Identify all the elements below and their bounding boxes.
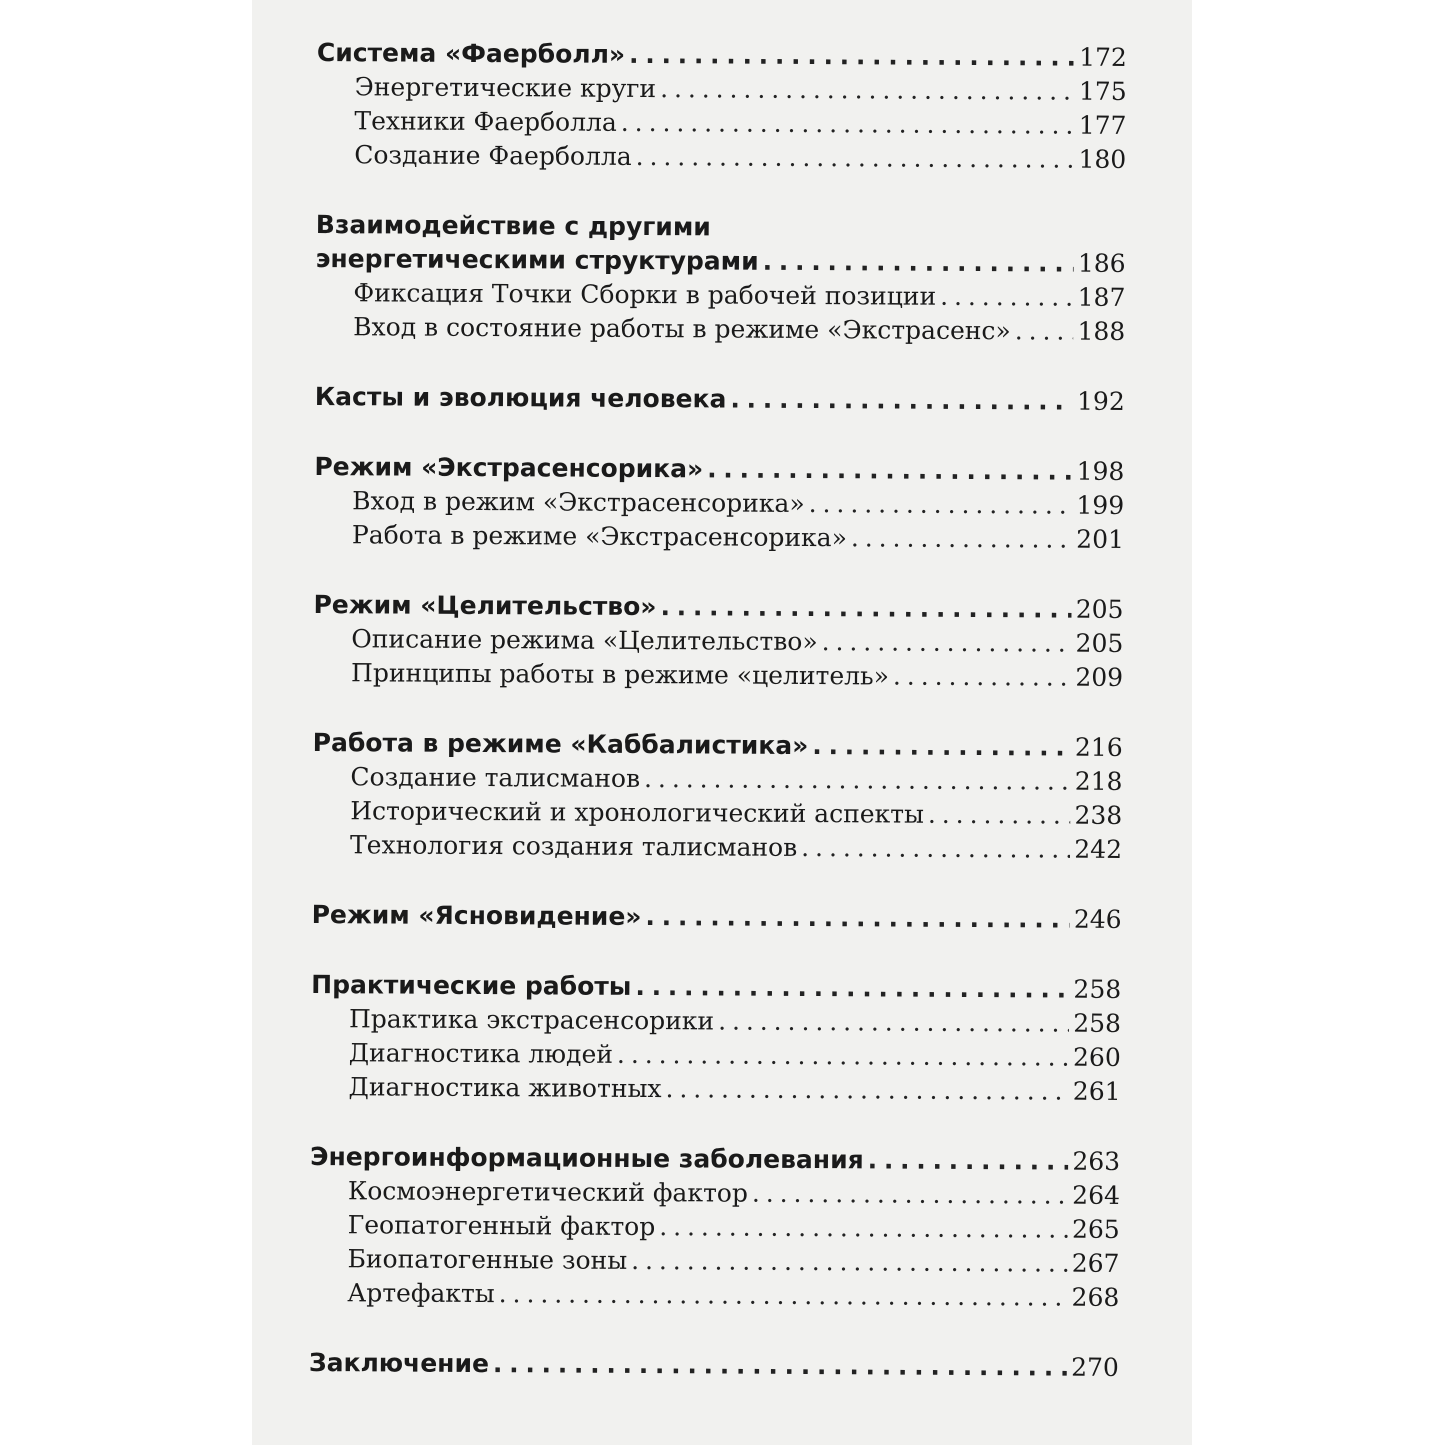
toc-section-entry <box>311 1002 1121 1041</box>
dot-leader <box>636 140 1075 177</box>
toc-entry-title: Касты и эволюция человека <box>314 381 727 414</box>
section-gap <box>313 690 1123 731</box>
dot-leader <box>1015 314 1074 348</box>
toc-page-number: 187 <box>1077 282 1126 312</box>
dot-leader <box>635 970 1069 1007</box>
toc-entry-title: Система «Фаерболл» <box>316 37 626 69</box>
book-page <box>252 0 1192 1445</box>
dot-leader <box>660 590 1072 627</box>
toc-entry-title: энергетическими структурами <box>315 243 759 276</box>
dot-leader <box>660 72 1075 109</box>
toc-entry-title: Артефакты <box>347 1278 495 1309</box>
toc-entry-title: Геопатогенный фактор <box>347 1210 656 1242</box>
table-of-contents <box>309 36 1127 1385</box>
toc-entry-title: Биопатогенные зоны <box>347 1244 628 1275</box>
dot-leader <box>645 900 1070 937</box>
dot-leader <box>928 798 1071 833</box>
toc-entry-title: Фиксация Точки Сборки в рабочей позиции <box>353 278 937 311</box>
toc-entry-title: Работа в режиме «Экстрасенсорика» <box>351 520 848 553</box>
toc-section-entry <box>310 1208 1120 1247</box>
toc-page-number: 205 <box>1075 628 1124 658</box>
toc-section-entry <box>313 656 1123 695</box>
toc-section-entry <box>309 1276 1119 1315</box>
section-gap <box>316 172 1126 213</box>
toc-page-number: 261 <box>1072 1076 1121 1106</box>
toc-entry-title: Исторический и хронологический аспекты <box>350 796 925 829</box>
toc-entry-title: Энергетические круги <box>354 72 657 104</box>
toc-entry-title: Практические работы <box>311 969 632 1001</box>
toc-entry-title: Технология создания талисманов <box>349 830 798 862</box>
toc-page-number: 186 <box>1077 248 1126 278</box>
toc-page-number: 216 <box>1074 732 1123 762</box>
toc-section-entry <box>312 828 1122 867</box>
toc-entry-title: Диагностика животных <box>348 1072 662 1104</box>
toc-entry-title: Диагностика людей <box>348 1038 614 1069</box>
toc-page-number: 198 <box>1076 456 1125 486</box>
dot-leader <box>499 1277 1068 1314</box>
toc-section-entry <box>312 760 1122 799</box>
dot-leader <box>893 660 1072 695</box>
toc-page-number: 180 <box>1078 144 1127 174</box>
dot-leader <box>940 280 1074 315</box>
toc-page-number: 246 <box>1073 904 1122 934</box>
dot-leader <box>763 245 1074 281</box>
dot-leader <box>868 1143 1069 1178</box>
toc-entry-title: Вход в режим «Экстрасенсорика» <box>352 486 805 518</box>
section-gap <box>311 932 1121 973</box>
toc-chapter-entry <box>315 380 1125 419</box>
toc-entry-title: Принципы работы в режиме «целитель» <box>351 658 890 691</box>
toc-entry-title: Вход в состояние работы в режиме «Экстрасенс» <box>353 312 1011 346</box>
toc-page-number: 199 <box>1076 490 1125 520</box>
toc-page-number: 201 <box>1076 524 1125 554</box>
toc-chapter-entry <box>312 898 1122 937</box>
toc-section-entry <box>316 104 1126 143</box>
toc-page-number: 270 <box>1071 1352 1119 1382</box>
toc-chapter-entry <box>314 450 1124 489</box>
toc-section-entry <box>313 622 1123 661</box>
toc-page-number: 209 <box>1075 662 1124 692</box>
dot-leader <box>659 1210 1068 1246</box>
toc-entry-title: Техники Фаерболла <box>354 106 617 137</box>
toc-entry-title: Практика экстрасенсорики <box>348 1004 715 1036</box>
dot-leader <box>801 831 1070 867</box>
toc-section-entry <box>316 138 1126 177</box>
toc-page-number: 263 <box>1072 1146 1121 1176</box>
toc-page-number: 192 <box>1076 386 1125 416</box>
toc-entry-title: Создание талисманов <box>350 762 641 793</box>
toc-section-entry <box>315 276 1125 315</box>
dot-leader <box>631 1244 1068 1281</box>
toc-chapter-entry <box>313 588 1123 627</box>
dot-leader <box>718 1004 1069 1040</box>
dot-leader <box>812 729 1071 765</box>
toc-chapter-entry <box>311 968 1121 1007</box>
toc-entry-title: Работа в режиме «Каббалистика» <box>312 727 809 761</box>
toc-chapter-heading: Взаимодействие с другими <box>315 209 711 242</box>
section-gap <box>312 862 1122 903</box>
toc-page-number: 218 <box>1074 766 1123 796</box>
toc-page-number: 188 <box>1077 316 1126 346</box>
toc-entry-title: Режим «Целительство» <box>313 589 657 622</box>
toc-section-entry <box>314 518 1124 557</box>
toc-page-number: 258 <box>1073 974 1122 1004</box>
toc-page-number: 264 <box>1072 1180 1121 1210</box>
toc-entry-title: Космоэнергетический фактор <box>347 1176 748 1208</box>
dot-leader <box>617 1038 1069 1075</box>
toc-entry-title: Режим «Ясновидение» <box>311 899 642 931</box>
toc-section-entry <box>317 70 1127 109</box>
toc-page-number: 260 <box>1072 1042 1121 1072</box>
dot-leader <box>752 1177 1069 1213</box>
toc-section-entry <box>314 484 1124 523</box>
toc-section-entry <box>310 1070 1120 1109</box>
toc-chapter-entry <box>317 36 1127 75</box>
toc-entry-title: Создание Фаерболла <box>354 140 632 171</box>
toc-chapter-entry <box>316 242 1126 281</box>
toc-entry-title: Режим «Экстрасенсорика» <box>314 451 704 484</box>
toc-chapter-entry <box>309 1346 1119 1385</box>
toc-page-number: 175 <box>1078 76 1127 106</box>
toc-page-number: 265 <box>1071 1214 1120 1244</box>
toc-section-entry <box>311 1036 1121 1075</box>
section-gap <box>309 1310 1119 1351</box>
section-gap <box>310 1104 1120 1145</box>
toc-section-entry <box>309 1242 1119 1281</box>
dot-leader <box>851 521 1073 556</box>
toc-entry-title: Заключение <box>308 1347 490 1379</box>
toc-page-number: 268 <box>1071 1282 1120 1312</box>
dot-leader <box>493 1347 1067 1385</box>
dot-leader <box>644 762 1071 799</box>
section-gap <box>315 344 1125 385</box>
toc-page-number: 177 <box>1078 110 1127 140</box>
toc-page-number: 172 <box>1079 42 1127 72</box>
dot-leader <box>822 625 1072 661</box>
toc-page-number: 242 <box>1074 834 1123 864</box>
toc-entry-title: Энергоинформационные заболевания <box>310 1141 864 1175</box>
toc-page-number: 205 <box>1075 594 1124 624</box>
toc-entry-title: Описание режима «Целительство» <box>351 624 818 657</box>
dot-leader <box>665 1072 1069 1108</box>
toc-page-number: 258 <box>1073 1008 1122 1038</box>
dot-leader <box>730 383 1073 419</box>
toc-section-entry <box>315 310 1125 349</box>
dot-leader <box>809 487 1073 523</box>
section-gap <box>314 552 1124 593</box>
dot-leader <box>621 106 1075 143</box>
toc-page-number: 238 <box>1074 800 1123 830</box>
toc-section-entry <box>312 794 1122 833</box>
dot-leader <box>707 452 1073 488</box>
toc-chapter-entry <box>313 726 1123 765</box>
toc-page-number: 267 <box>1071 1248 1120 1278</box>
dot-leader <box>629 38 1075 75</box>
toc-chapter-entry <box>310 1140 1120 1179</box>
section-gap <box>314 414 1124 455</box>
toc-section-entry <box>310 1174 1120 1213</box>
